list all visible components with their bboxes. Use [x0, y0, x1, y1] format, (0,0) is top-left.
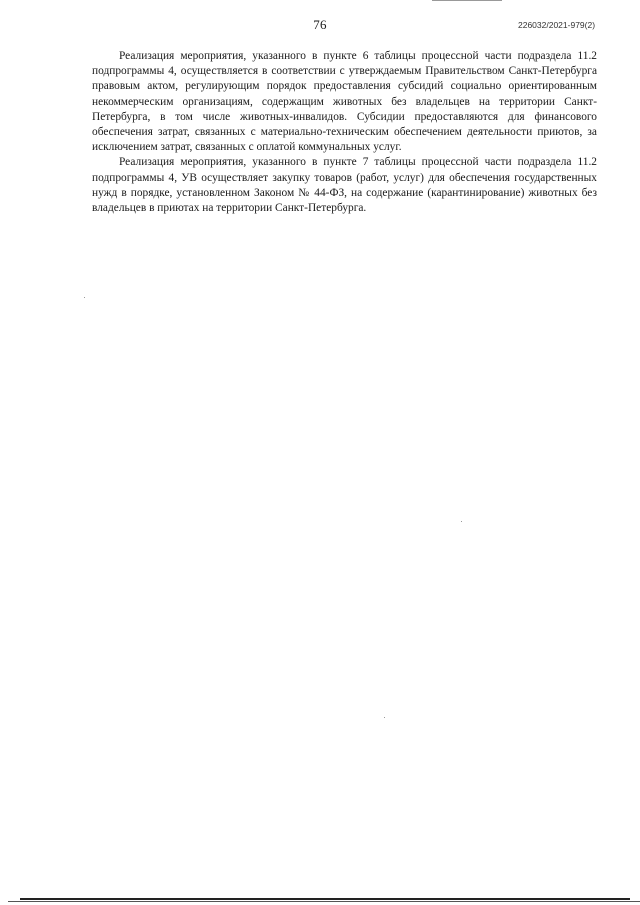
scan-speck [384, 717, 385, 718]
paragraph-1: Реализация мероприятия, указанного в пункте 6 таблицы процессной части подраздела 11.2 подпрограммы 4, осуществляется в соответствии с утверждаемым Правительством Санкт-Петербурга правовым актом, регулирующим порядок предоставления субсидий социально ориентированным некоммерческим организациям, содержащим животных без владельцев на территории Санкт-Петербурга, в том числе животных-инвалидов. Субсидии предоставляются для финансового обеспечения затрат, связанных с материально-техническим обеспечением деятельности приютов, за исключением затрат, связанных с оплатой коммунальных услуг. [92, 50, 597, 154]
scan-speck [461, 521, 462, 522]
scan-edge-mark [432, 0, 502, 3]
document-body [92, 49, 597, 216]
scan-speck [84, 297, 85, 298]
document-registration-stamp: 226032/2021-979(2) [518, 20, 596, 30]
bottom-scan-border [20, 898, 630, 900]
bottom-scan-border [8, 901, 640, 902]
paragraph-2: Реализация мероприятия, указанного в пункте 7 таблицы процессной части подраздела 11.2 подпрограммы 4, УВ осуществляет закупку товаров (работ, услуг) для обеспечения государственных нужд в порядке, установленном Законом № 44-ФЗ, на содержание (карантинирование) животных без владельцев в приютах на территории Санкт-Петербурга. [92, 156, 597, 215]
page-number: 76 [313, 17, 327, 32]
